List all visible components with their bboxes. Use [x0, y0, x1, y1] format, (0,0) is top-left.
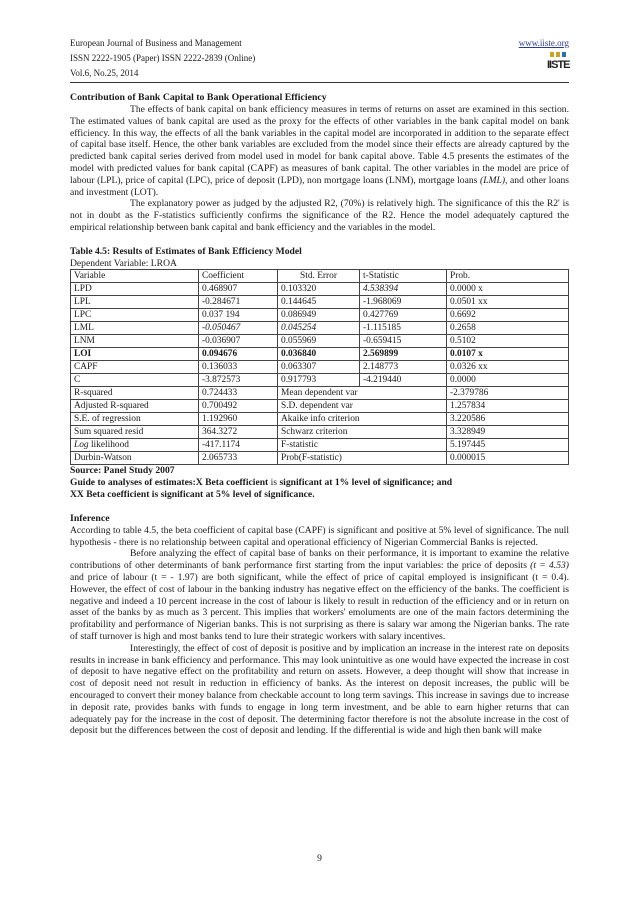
cell: 0.0107 x	[447, 348, 569, 361]
cell: -417.1174	[199, 439, 278, 452]
cell: 0.427769	[360, 309, 447, 322]
table-row	[71, 296, 569, 309]
paragraph: Interestingly, the effect of cost of deposit is positive and by implication an increase in the interest rate on deposits results in increase in bank efficiency and performance. This may look unintuitive as one would have expected the increase in cost of deposit to have negative effect on the profitability and return on assets. However, a deep thought will show that increase in cost of deposit need not result in reduction in efficiency of banks. As the interest on deposit increases, the public will be encouraged to convert their money balance from checkable account to long term savings. This increase in savings due to increase in deposit rate, provides banks with funds to engage in long term investment, and be able to earn higher returns that can adequately pay for the increase in the cost of deposit. The determining factor therefore is not the absolute increase in the cost of deposit but the differences between the cost of deposit and lending. If the differential is wide and high then bank will make	[70, 642, 569, 737]
table-row	[71, 322, 569, 335]
cell: LOI	[71, 348, 199, 361]
journal-name: European Journal of Business and Management	[70, 38, 242, 48]
iiste-logo-icon	[547, 52, 569, 76]
logo-text: IISTE	[547, 59, 570, 71]
italic-text: (LML),	[480, 174, 508, 186]
cell: LPD	[71, 283, 199, 296]
cell: 0.063307	[278, 361, 360, 374]
cell: -0.036907	[199, 335, 278, 348]
journal-info	[70, 36, 255, 81]
table-row	[71, 283, 569, 296]
cell: -2.379786	[447, 387, 569, 400]
paragraph	[70, 104, 569, 198]
paragraph-text: and price of labour (t = - 1.97) are both significant, while the effect of price of capital employed is insignificant (t = 0.4). However, the effect of cost of labour in the banking industry has negative effect on the efficiency of the banks. The coefficient is negative and indeed a 10 percent increase in the cost of labour is likely to result in reduction of the efficiency and or in return on asset of the banks by as much as 3 percent. This implies that workers' emoluments are one of the main factors determining the profitability and performance of Nigerian banks. This is not surprising as there is salary war among the Nigerian banks. The rate of staff turnover is high and most banks tend to lure their strategic workers with salary incentives.	[70, 571, 569, 642]
stats-row	[71, 413, 569, 426]
paragraph-text: The effects of bank capital on bank efficiency measures in terms of returns on asset are examined in this section. The estimated values of bank capital are used as the proxy for the effects of other variables in the bank capital model on bank efficiency. In this way, the effects of all the bank variables in the capital model are incorporated in addition to the separate effect of capital base itself. Hence, the other bank variables are excluded from the model since their effects are already captured by the predicted bank capital series derived from model used in model for bank capital above. Table 4.5 presents the estimates of the model with predicted values for bank capital (CAPF) as measures of bank capital. The other variables in the model are price of labour (LPL), price of capital (LPC), price of deposit (LPD), non mortgage loans (LNM), mortgage loans	[70, 104, 569, 186]
journal-issn: ISSN 2222-1905 (Paper) ISSN 2222-2839 (Online)	[70, 53, 256, 63]
cell: Sum squared resid	[71, 426, 199, 439]
table-guide: XX Beta coefficient is significant at 5% level of significance.	[70, 488, 315, 500]
cell: 0.144645	[278, 296, 360, 309]
italic-text: Log	[74, 440, 89, 451]
stats-row	[71, 426, 569, 439]
cell: -4.219440	[360, 374, 447, 387]
table-row	[71, 361, 569, 374]
table-guide	[70, 477, 569, 489]
guide-text: significant at 1% level of significance; and	[279, 477, 453, 489]
section-title: Contribution of Bank Capital to Bank Operational Efficiency	[70, 92, 327, 103]
header-cell: Variable	[71, 270, 199, 283]
cell: 0.103320	[278, 283, 360, 296]
cell: LNM	[71, 335, 199, 348]
stats-row	[71, 387, 569, 400]
table-source: Source: Panel Study 2007	[70, 465, 175, 477]
stats-row	[71, 400, 569, 413]
cell: C	[71, 374, 199, 387]
cell: S.E. of regression	[71, 413, 199, 426]
guide-text: Guide to analyses of estimates:X Beta coefficient	[70, 477, 269, 489]
header-cell: Coefficient	[199, 270, 278, 283]
regression-table	[70, 269, 569, 465]
table-row-highlighted	[71, 348, 569, 361]
cell: F-statistic	[278, 439, 447, 452]
cell: LPC	[71, 309, 199, 322]
header-cell: Prob.	[447, 270, 569, 283]
cell: -0.050467	[199, 322, 278, 335]
journal-branding	[519, 36, 569, 81]
cell: 0.2658	[447, 322, 569, 335]
cell: 0.037 194	[199, 309, 278, 322]
journal-url-link[interactable]: www.iiste.org	[518, 38, 569, 48]
header-cell: t-Statistic	[360, 270, 447, 283]
table-header-row	[71, 270, 569, 283]
cell: 2.148773	[360, 361, 447, 374]
cell: 0.086949	[278, 309, 360, 322]
cell: Akaike info criterion	[278, 413, 447, 426]
cell: -3.872573	[199, 374, 278, 387]
cell: -1.968069	[360, 296, 447, 309]
cell: S.D. dependent var	[278, 400, 447, 413]
cell: 0.136033	[199, 361, 278, 374]
cell: 0.036840	[278, 348, 360, 361]
paragraph-text: Before analyzing the effect of capital base of banks on their performance, it is important to examine the relative contributions of other determinants of bank performance first starting from the input variables: the price of deposits	[70, 548, 569, 572]
cell: 0.917793	[278, 374, 360, 387]
section-title: Inference	[70, 512, 110, 524]
cell: LPL	[71, 296, 199, 309]
cell: -0.659415	[360, 335, 447, 348]
cell: 0.055969	[278, 335, 360, 348]
cell: 364.3272	[199, 426, 278, 439]
table-row	[71, 335, 569, 348]
cell: 3.328949	[447, 426, 569, 439]
cell: 0.0501 xx	[447, 296, 569, 309]
cell: 0.000015	[447, 452, 569, 465]
paragraph-text: and other loans and investment (LOT).	[70, 174, 570, 198]
cell: Durbin-Watson	[71, 452, 199, 465]
cell: R-squared	[71, 387, 199, 400]
journal-volume: Vol.6, No.25, 2014	[70, 68, 139, 78]
italic-text: (t = 4.53)	[530, 560, 569, 572]
cell: 2.065733	[199, 452, 278, 465]
cell: CAPF	[71, 361, 199, 374]
cell: 0.6692	[447, 309, 569, 322]
cell-text: likelihood	[90, 440, 129, 451]
cell: 4.538394	[360, 283, 447, 296]
cell: -1.115185	[360, 322, 447, 335]
cell: 0.468907	[199, 283, 278, 296]
table-row	[71, 374, 569, 387]
stats-row	[71, 439, 569, 452]
cell: 0.0000 x	[447, 283, 569, 296]
cell: 0.700492	[199, 400, 278, 413]
table-caption: Table 4.5: Results of Estimates of Bank Efficiency Model	[70, 245, 302, 257]
paragraph	[70, 548, 569, 642]
cell: 0.094676	[199, 348, 278, 361]
journal-header	[70, 36, 569, 83]
table-row	[71, 309, 569, 322]
cell: 0.0326 xx	[447, 361, 569, 374]
cell: Mean dependent var	[278, 387, 447, 400]
cell: Prob(F-statistic)	[278, 452, 447, 465]
cell: 0.724433	[199, 387, 278, 400]
cell: 0.045254	[278, 322, 360, 335]
paragraph: The explanatory power as judged by the adjusted R2, (70%) is relatively high. The significance of this the R2' is not in doubt as the F-statistics sufficiently confirms the significance of the R2. Hence the model adequately captured the empirical relationship between bank capital and bank efficiency and the variables in the model.	[70, 198, 569, 233]
paragraph: According to table 4.5, the beta coefficient of capital base (CAPF) is significant and positive at 5% level of significance. The null hypothesis - there is no relationship between capital and operational efficiency of Nigerian Commercial Banks is rejected.	[70, 524, 569, 548]
cell: 2.569899	[360, 348, 447, 361]
cell: 0.5102	[447, 335, 569, 348]
cell: LML	[71, 322, 199, 335]
cell: 1.257834	[447, 400, 569, 413]
cell: Schwarz criterion	[278, 426, 447, 439]
logo-bars	[550, 52, 566, 57]
cell: 5.197445	[447, 439, 569, 452]
guide-text: is	[268, 477, 280, 489]
cell: 0.0000	[447, 374, 569, 387]
cell	[71, 439, 199, 452]
cell: 3.220586	[447, 413, 569, 426]
document-body	[70, 92, 569, 737]
dependent-variable-label: Dependent Variable: LROA	[70, 257, 177, 269]
cell: Adjusted R-squared	[71, 400, 199, 413]
stats-row	[71, 452, 569, 465]
page-number: 9	[317, 853, 322, 864]
header-cell: Std. Error	[278, 270, 360, 283]
cell: -0.284671	[199, 296, 278, 309]
cell: 1.192960	[199, 413, 278, 426]
